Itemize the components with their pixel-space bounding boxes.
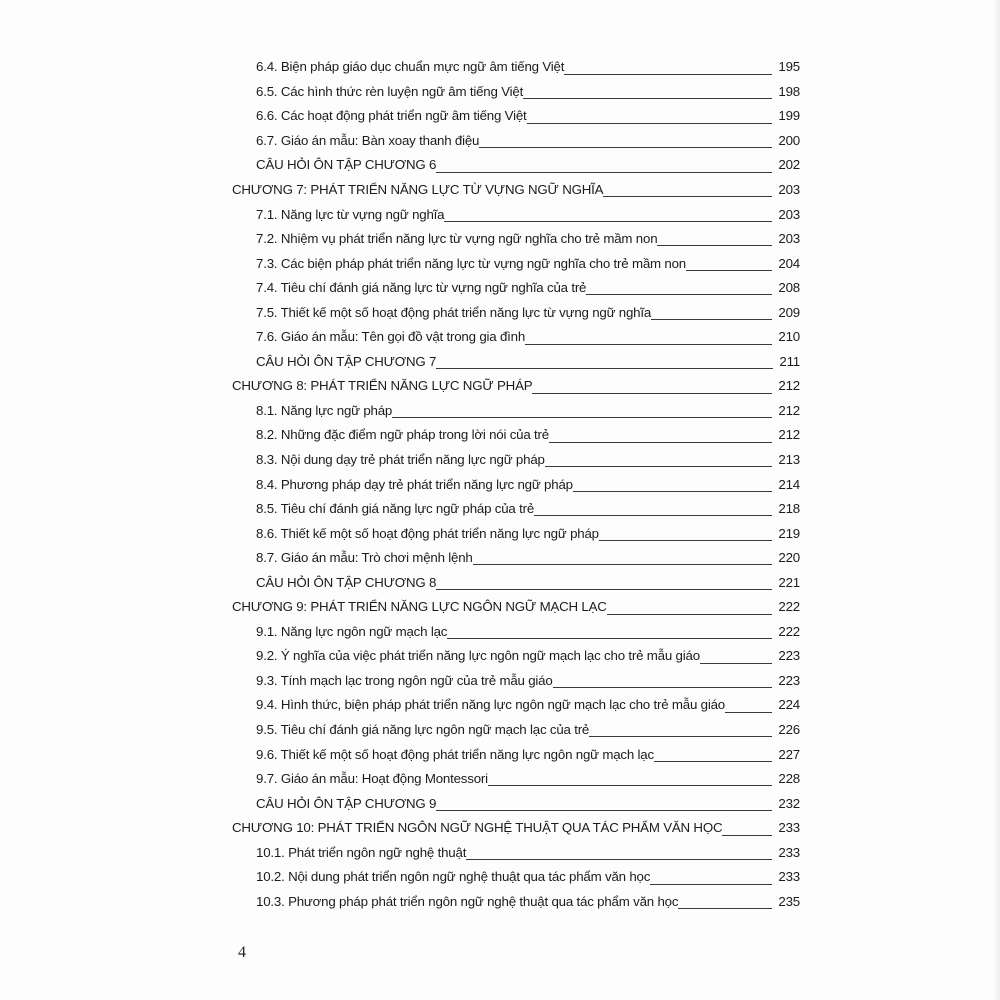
- toc-entry-title: CHƯƠNG 7: PHÁT TRIỂN NĂNG LỰC TỪ VỰNG NGỮ NGHĨA: [232, 183, 603, 200]
- toc-entry-title: 9.3. Tính mạch lạc trong ngôn ngữ của trẻ mẫu giáo: [232, 674, 553, 691]
- toc-entry-title: 9.1. Năng lực ngôn ngữ mạch lạc: [232, 625, 447, 642]
- toc-entry-page: 203: [772, 208, 800, 225]
- toc-entry-page: 212: [772, 428, 800, 445]
- table-of-contents: [232, 53, 800, 912]
- toc-entry-title: CHƯƠNG 9: PHÁT TRIỂN NĂNG LỰC NGÔN NGỮ MẠCH LẠC: [232, 600, 607, 617]
- toc-entry-title: 6.5. Các hình thức rèn luyện ngữ âm tiếng Việt: [232, 85, 523, 102]
- toc-section-row: [232, 274, 800, 299]
- toc-entry-page: 211: [773, 355, 800, 372]
- toc-section-row: [232, 839, 800, 864]
- toc-entry-title: 10.1. Phát triển ngôn ngữ nghệ thuật: [232, 846, 466, 863]
- toc-entry-title: 7.6. Giáo án mẫu: Tên gọi đồ vật trong gia đình: [232, 330, 525, 347]
- toc-section-row: [232, 249, 800, 274]
- toc-entry-title: 8.3. Nội dung dạy trẻ phát triển năng lực ngữ pháp: [232, 453, 545, 470]
- toc-section-row: [232, 544, 800, 569]
- toc-section-row: [232, 102, 800, 127]
- toc-entry-page: 232: [772, 797, 800, 814]
- toc-entry-title: 8.5. Tiêu chí đánh giá năng lực ngữ pháp của trẻ: [232, 502, 534, 519]
- toc-entry-page: 223: [772, 649, 800, 666]
- toc-entry-title: CHƯƠNG 10: PHÁT TRIỂN NGÔN NGỮ NGHỆ THUẬT QUA TÁC PHẨM VĂN HỌC: [232, 821, 722, 838]
- toc-entry-page: 203: [772, 232, 800, 249]
- toc-entry-page: 226: [772, 723, 800, 740]
- toc-entry-page: 212: [772, 404, 800, 421]
- toc-review-row: [232, 568, 800, 593]
- toc-section-row: [232, 298, 800, 323]
- toc-entry-title: CÂU HỎI ÔN TẬP CHƯƠNG 6: [232, 158, 436, 175]
- toc-section-row: [232, 200, 800, 225]
- toc-entry-title: 6.4. Biện pháp giáo dục chuẩn mực ngữ âm tiếng Việt: [232, 60, 564, 77]
- toc-section-row: [232, 225, 800, 250]
- toc-entry-page: 204: [772, 257, 800, 274]
- toc-entry-title: 7.2. Nhiệm vụ phát triển năng lực từ vựng ngữ nghĩa cho trẻ mầm non: [232, 232, 657, 249]
- toc-entry-title: 9.5. Tiêu chí đánh giá năng lực ngôn ngữ mạch lạc của trẻ: [232, 723, 589, 740]
- toc-section-row: [232, 323, 800, 348]
- toc-entry-page: 203: [772, 183, 800, 200]
- toc-section-row: [232, 446, 800, 471]
- toc-entry-page: 195: [772, 60, 800, 77]
- toc-entry-title: 8.1. Năng lực ngữ pháp: [232, 404, 392, 421]
- toc-entry-title: 8.2. Những đặc điểm ngữ pháp trong lời nói của trẻ: [232, 428, 549, 445]
- toc-section-row: [232, 716, 800, 741]
- toc-review-row: [232, 789, 800, 814]
- toc-entry-page: 199: [772, 109, 800, 126]
- toc-entry-title: 8.7. Giáo án mẫu: Trò chơi mệnh lệnh: [232, 551, 473, 568]
- toc-entry-title: 7.1. Năng lực từ vựng ngữ nghĩa: [232, 208, 444, 225]
- toc-section-row: [232, 642, 800, 667]
- toc-entry-page: 209: [772, 306, 800, 323]
- toc-review-row: [232, 151, 800, 176]
- toc-section-row: [232, 519, 800, 544]
- toc-entry-page: 202: [772, 158, 800, 175]
- toc-entry-page: 212: [772, 379, 800, 396]
- toc-chapter-row: [232, 372, 800, 397]
- toc-entry-title: 6.7. Giáo án mẫu: Bàn xoay thanh điệu: [232, 134, 479, 151]
- toc-entry-page: 233: [772, 821, 800, 838]
- toc-entry-page: 218: [772, 502, 800, 519]
- toc-entry-title: 8.6. Thiết kế một số hoạt động phát triển năng lực ngữ pháp: [232, 527, 599, 544]
- toc-entry-page: 222: [772, 625, 800, 642]
- toc-entry-page: 213: [772, 453, 800, 470]
- toc-section-row: [232, 618, 800, 643]
- toc-section-row: [232, 667, 800, 692]
- scan-edge: [992, 0, 1000, 1000]
- toc-entry-page: 220: [772, 551, 800, 568]
- toc-entry-page: 222: [772, 600, 800, 617]
- toc-review-row: [232, 348, 800, 373]
- toc-entry-title: 8.4. Phương pháp dạy trẻ phát triển năng lực ngữ pháp: [232, 478, 573, 495]
- toc-section-row: [232, 863, 800, 888]
- toc-entry-title: 9.4. Hình thức, biện pháp phát triển năng lực ngôn ngữ mạch lạc cho trẻ mẫu giáo: [232, 698, 725, 715]
- toc-entry-title: CÂU HỎI ÔN TẬP CHƯƠNG 7: [232, 355, 436, 372]
- toc-section-row: [232, 495, 800, 520]
- toc-entry-title: CÂU HỎI ÔN TẬP CHƯƠNG 9: [232, 797, 436, 814]
- toc-entry-title: CHƯƠNG 8: PHÁT TRIỂN NĂNG LỰC NGỮ PHÁP: [232, 379, 532, 396]
- toc-entry-title: 7.4. Tiêu chí đánh giá năng lực từ vựng ngữ nghĩa của trẻ: [232, 281, 586, 298]
- toc-entry-page: 208: [772, 281, 800, 298]
- toc-entry-page: 210: [772, 330, 800, 347]
- toc-entry-page: 227: [772, 748, 800, 765]
- toc-section-row: [232, 127, 800, 152]
- toc-entry-page: 233: [772, 846, 800, 863]
- toc-section-row: [232, 691, 800, 716]
- toc-entry-page: 223: [772, 674, 800, 691]
- toc-entry-page: 219: [772, 527, 800, 544]
- toc-entry-title: 7.5. Thiết kế một số hoạt động phát triển năng lực từ vựng ngữ nghĩa: [232, 306, 651, 323]
- toc-chapter-row: [232, 814, 800, 839]
- toc-entry-title: 9.6. Thiết kế một số hoạt động phát triển năng lực ngôn ngữ mạch lạc: [232, 748, 654, 765]
- page-number: 4: [238, 944, 246, 961]
- toc-entry-title: CÂU HỎI ÔN TẬP CHƯƠNG 8: [232, 576, 436, 593]
- toc-entry-title: 10.3. Phương pháp phát triển ngôn ngữ nghệ thuật qua tác phẩm văn học: [232, 895, 678, 912]
- toc-entry-title: 9.2. Ý nghĩa của việc phát triển năng lực ngôn ngữ mạch lạc cho trẻ mẫu giáo: [232, 649, 700, 666]
- toc-entry-title: 10.2. Nội dung phát triển ngôn ngữ nghệ thuật qua tác phẩm văn học: [232, 870, 650, 887]
- toc-entry-page: 214: [772, 478, 800, 495]
- toc-section-row: [232, 470, 800, 495]
- toc-section-row: [232, 740, 800, 765]
- toc-entry-page: 221: [772, 576, 800, 593]
- toc-entry-page: 224: [772, 698, 800, 715]
- toc-section-row: [232, 397, 800, 422]
- toc-entry-page: 200: [772, 134, 800, 151]
- toc-section-row: [232, 53, 800, 78]
- toc-entry-title: 7.3. Các biện pháp phát triển năng lực từ vựng ngữ nghĩa cho trẻ mầm non: [232, 257, 686, 274]
- toc-section-row: [232, 765, 800, 790]
- toc-entry-page: 235: [772, 895, 800, 912]
- toc-entry-page: 228: [772, 772, 800, 789]
- toc-chapter-row: [232, 593, 800, 618]
- toc-section-row: [232, 78, 800, 103]
- toc-entry-title: 6.6. Các hoạt động phát triển ngữ âm tiếng Việt: [232, 109, 527, 126]
- toc-entry-page: 198: [772, 85, 800, 102]
- toc-entry-page: 233: [772, 870, 800, 887]
- toc-chapter-row: [232, 176, 800, 201]
- toc-entry-title: 9.7. Giáo án mẫu: Hoạt động Montessori: [232, 772, 488, 789]
- toc-section-row: [232, 888, 800, 913]
- toc-section-row: [232, 421, 800, 446]
